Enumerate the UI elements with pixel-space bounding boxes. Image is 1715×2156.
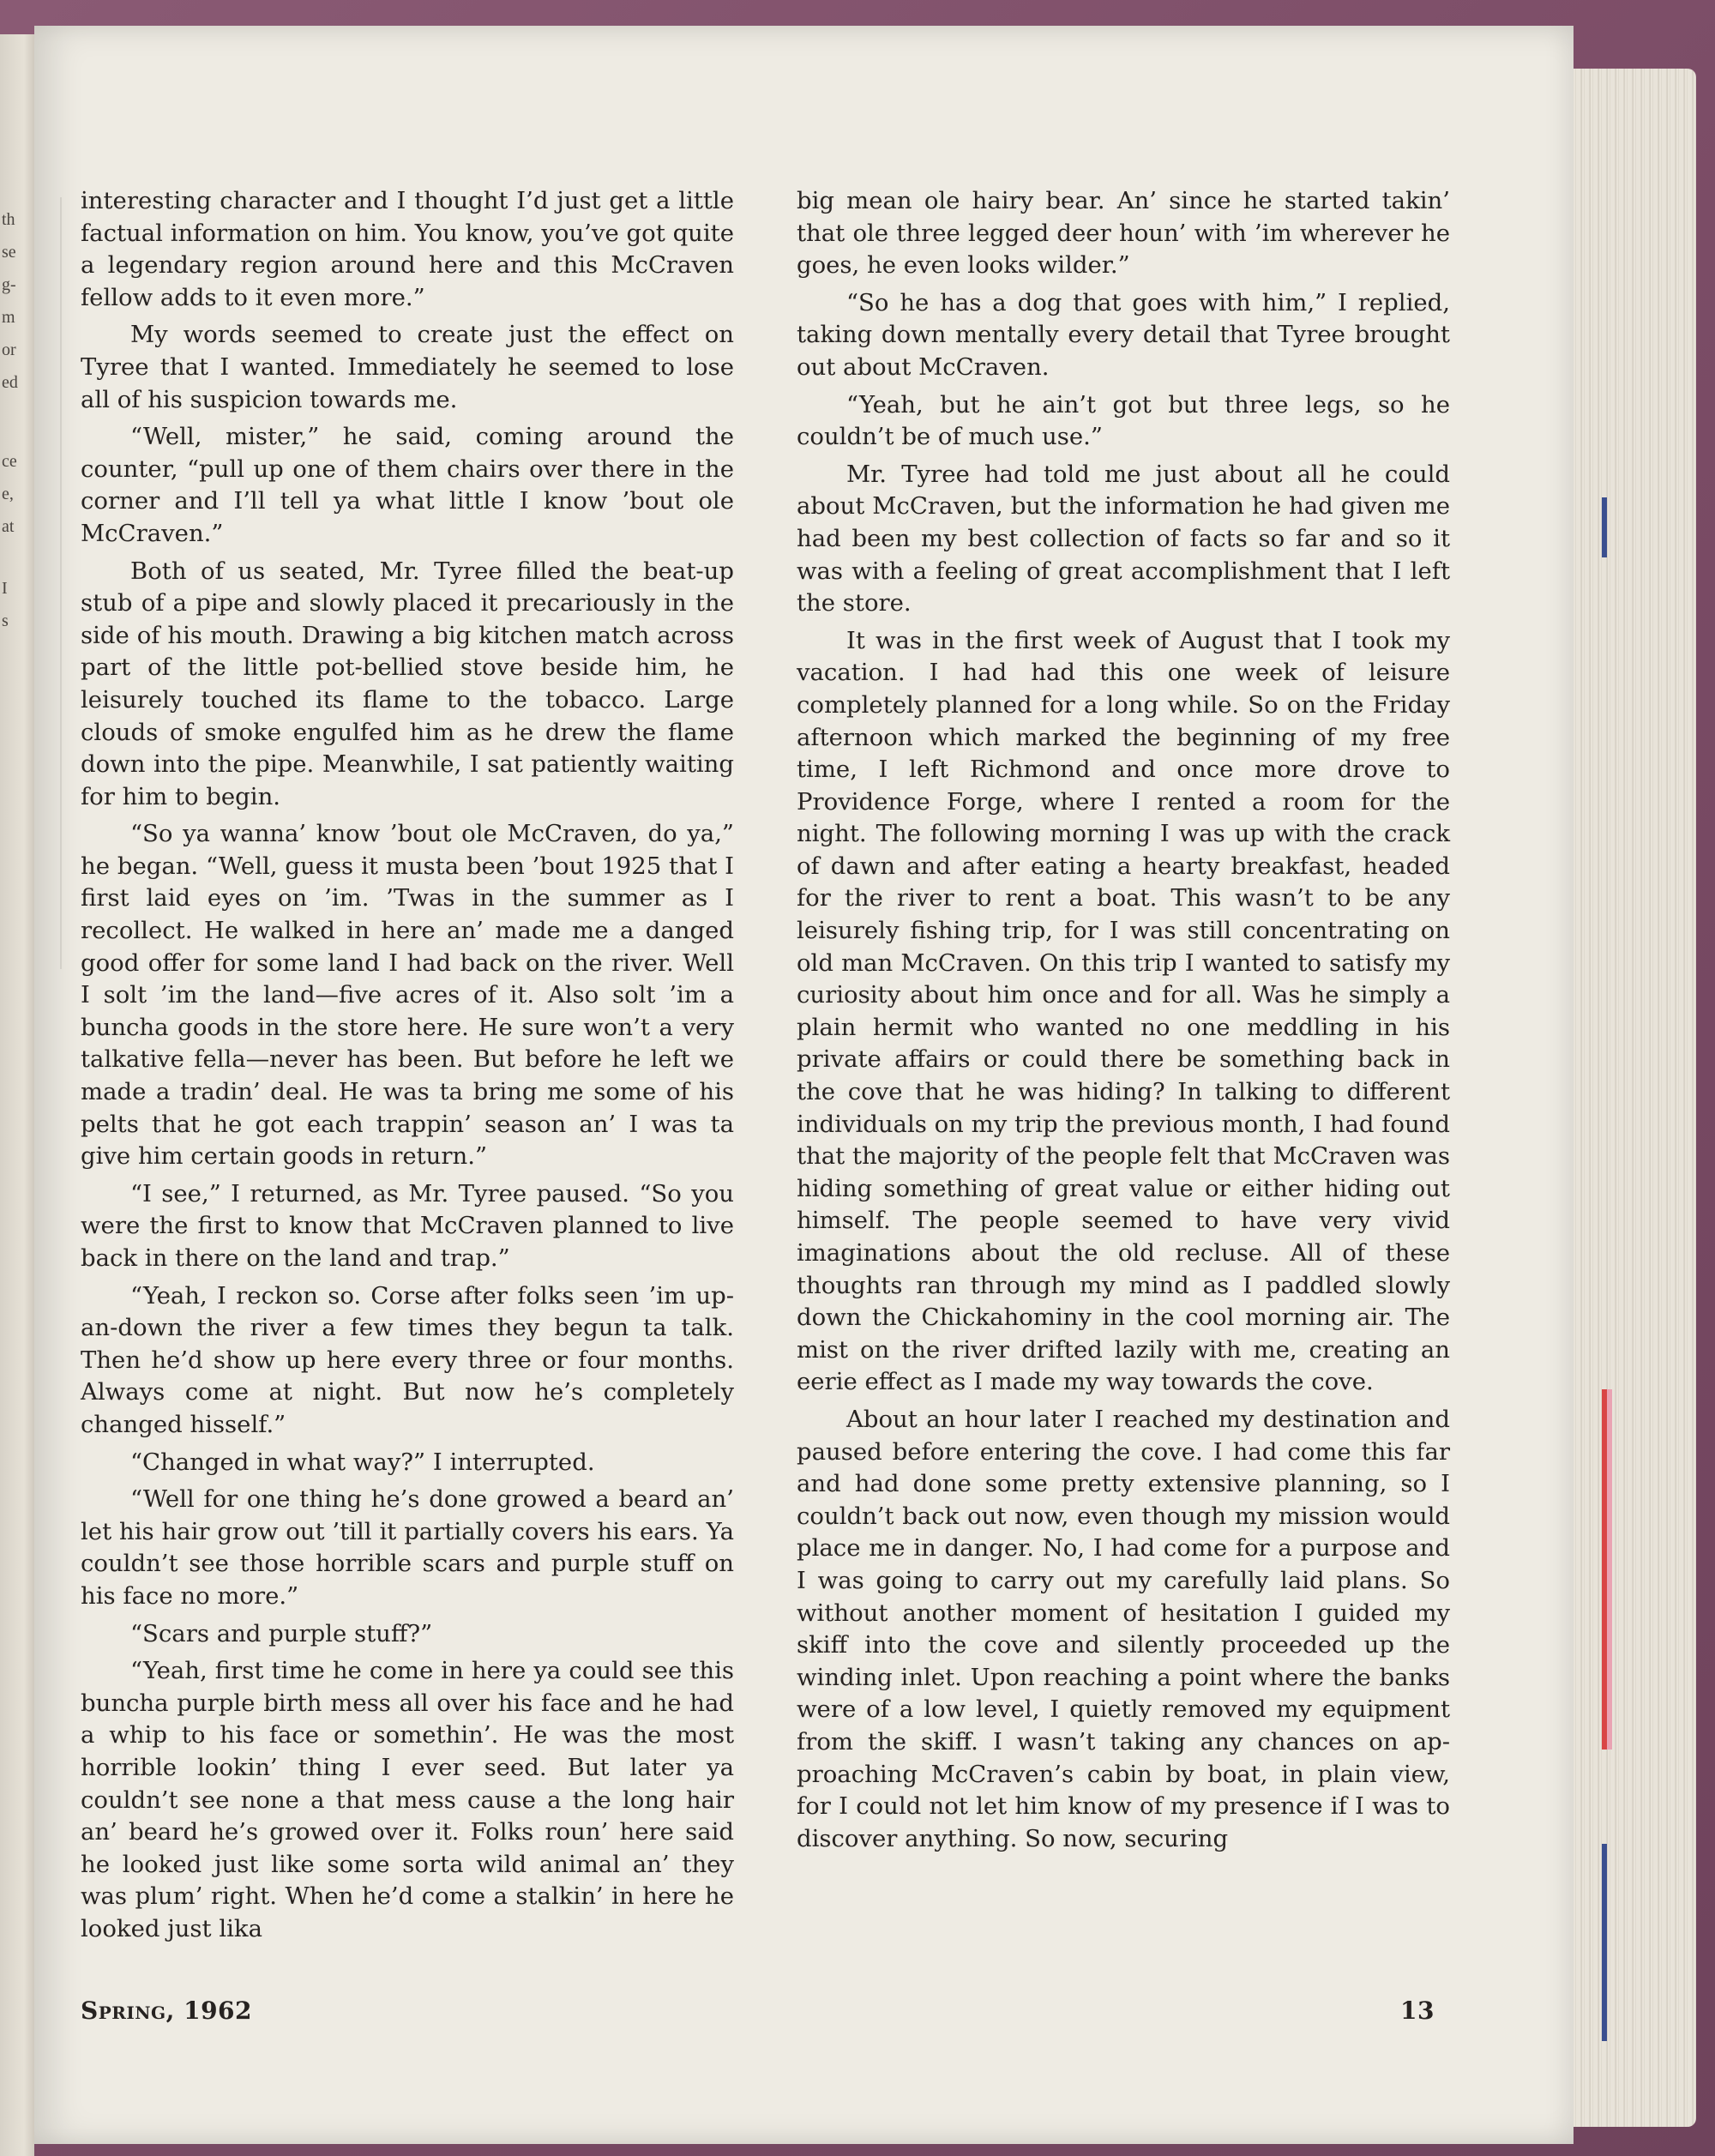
paragraph: It was in the first week of August that I took my vacation. I had had this one week of leisure completely planned for a long while. So on the Friday afternoon which marked the beginning of my free time, I left Richmond and once more drove to Providence Forge, where I rented a room for the night. The following morning I was up with the crack of dawn and after eating a hearty breakfast, headed for the river to rent a boat. This wasn’t to be any leisurely fishing trip, for I was still concentrating on old man McCraven. On this trip I wanted to satisfy my curiosity about him once and for all. Was he simply a plain hermit who wanted no one meddling in his private affairs or could there be something back in the cove that he was hiding? In talking to different individuals on my trip the previous month, I had found that the majority of the people felt that McCraven was hiding something of great value or either hiding out himself. The people seemed to have very vivid imaginations about the old recluse. All of these thoughts ran through my mind as I paddled slowly down the Chickahominy in the cool morning air. The mist on the river drifted lazily with me, creating an eerie effect as I made my way towards the cove. bbox=[797, 626, 1450, 1396]
issue-footer: Spring, 1962 bbox=[81, 1996, 253, 2025]
paragraph: My words seemed to create just the effect on Tyree that I wanted. Immediately he seemed to lose all of his suspicion towards me. bbox=[81, 321, 734, 413]
paragraph: “So ya wanna’ know ’bout ole McCraven, do ya,” he began. “Well, guess it musta been ’bout 1925 that I first laid eyes on ’im. ’Twas in the summer as I recollect. He walked in here an’ made me a danged good offer for some land I had back on the river. Well I solt ’im the land—five acres of it. Also solt ’im a buncha goods in the store here. He sure won’t a very talkative fella—never has been. But before he left we made a tradin’ deal. He was ta bring me some of his pelts that he got each trappin’ season an’ I was ta give him certain goods in return.” bbox=[81, 820, 734, 1171]
prev-page-fragment: th bbox=[2, 210, 15, 229]
prev-page-fragment: e, bbox=[2, 485, 14, 503]
page-stack-edge bbox=[1568, 69, 1696, 2127]
prev-page-fragment: m bbox=[2, 308, 15, 327]
paragraph: “Scars and purple stuff?” bbox=[130, 1619, 433, 1647]
page-tab-pink bbox=[1607, 1389, 1612, 1749]
paragraph: “Yeah, first time he come in here ya could see this buncha purple birth mess all over his face and he had a whip to his face or somethin’. He was the most horrible lookin’ thing I ever seed. But later ya couldn’t see none a that mess cause a the long hair an’ beard he’s growed over it. Folks roun’ here said he looked just like some sorta wild animal an’ they was plum’ right. When he’d come a stalkin’ in here he looked just lika bbox=[81, 1657, 734, 1942]
paragraph: About an hour later I reached my destination and paused before entering the cove. I had come this far and had done some pretty extensive planning, so I couldn’t back out now, even though my mission would place me in danger. No, I had come for a purpose and I was going to carry out my carefully laid plans. So without another moment of hesitation I guided my skiff into the cove and silently proceeded up the winding inlet. Upon reaching a point where the banks were of a low level, I quietly removed my equipment from the skiff. I wasn’t taking any chances on approaching McCraven’s cabin by boat, in plain view, for I could not let him know of my presence if I was to discover anything. So now, securing bbox=[797, 1405, 1450, 1852]
prev-page-fragment: g- bbox=[2, 275, 16, 294]
prev-page-fragment: or bbox=[2, 340, 16, 359]
page-tab-blue bbox=[1602, 1844, 1607, 2041]
paragraph: “Well, mister,” he said, coming around the counter, “pull up one of them chairs over there in the corner and I’ll tell ya what little I know ’bout ole McCraven.” bbox=[81, 423, 734, 547]
prev-page-fragment: I bbox=[2, 579, 8, 598]
prev-page-fragment: s bbox=[2, 611, 9, 630]
right-text-column bbox=[797, 185, 1450, 1860]
prev-page-fragment: at bbox=[2, 517, 15, 536]
paragraph: “Well for one thing he’s done growed a beard an’ let his hair grow out ’till it partially covers his ears. Ya couldn’t see those horrible scars and purple stuff on his face no more.” bbox=[81, 1485, 734, 1610]
paragraph: “Yeah, but he ain’t got but three legs, so he couldn’t be of much use.” bbox=[797, 390, 1450, 451]
prev-page-fragment: ce bbox=[2, 452, 17, 471]
page-number: 13 bbox=[1400, 1996, 1435, 2025]
paragraph: Mr. Tyree had told me just about all he could about McCraven, but the information he had given me had been my best collection of facts so far and so it was with a feeling of great accomplishment that I left the store. bbox=[797, 460, 1450, 617]
paragraph: “Yeah, I reckon so. Corse after folks seen ’im up-an-down the river a few times they begun ta talk. Then he’d show up here every three or four months. Always come at night. But now he’s completely changed hisself.” bbox=[81, 1281, 734, 1438]
left-text-column bbox=[81, 185, 734, 1950]
paragraph: “I see,” I returned, as Mr. Tyree paused. “So you were the first to know that McCraven planned to live back in there on the land and trap.” bbox=[81, 1179, 734, 1272]
page-tab-blue bbox=[1602, 497, 1607, 557]
paragraph: “Changed in what way?” I interrupted. bbox=[130, 1448, 595, 1476]
paragraph: “So he has a dog that goes with him,” I replied, taking down mentally every detail that Tyree brought out about McCraven. bbox=[797, 288, 1450, 381]
prev-page-fragment: ed bbox=[2, 373, 18, 392]
gutter-shadow bbox=[60, 197, 62, 969]
previous-page-edge bbox=[0, 34, 34, 2156]
prev-page-fragment: se bbox=[2, 243, 16, 262]
paragraph: Both of us seated, Mr. Tyree filled the beat-up stub of a pipe and slowly placed it precariously in the side of his mouth. Drawing a big kitchen match across part of the little pot-bellied stove beside him, he leisurely touched its flame to the tobacco. Large clouds of smoke engulfed him as he drew the flame down into the pipe. Meanwhile, I sat patiently waiting for him to begin. bbox=[81, 557, 734, 810]
paragraph: interesting character and I thought I’d just get a little factual information on him. You know, you’ve got quite a legendary region around here and this McCraven fellow adds to it even more.” bbox=[81, 187, 734, 311]
paragraph: big mean ole hairy bear. An’ since he started takin’ that ole three legged deer houn’ with ’im wherever he goes, he even looks wilder.” bbox=[797, 187, 1450, 280]
